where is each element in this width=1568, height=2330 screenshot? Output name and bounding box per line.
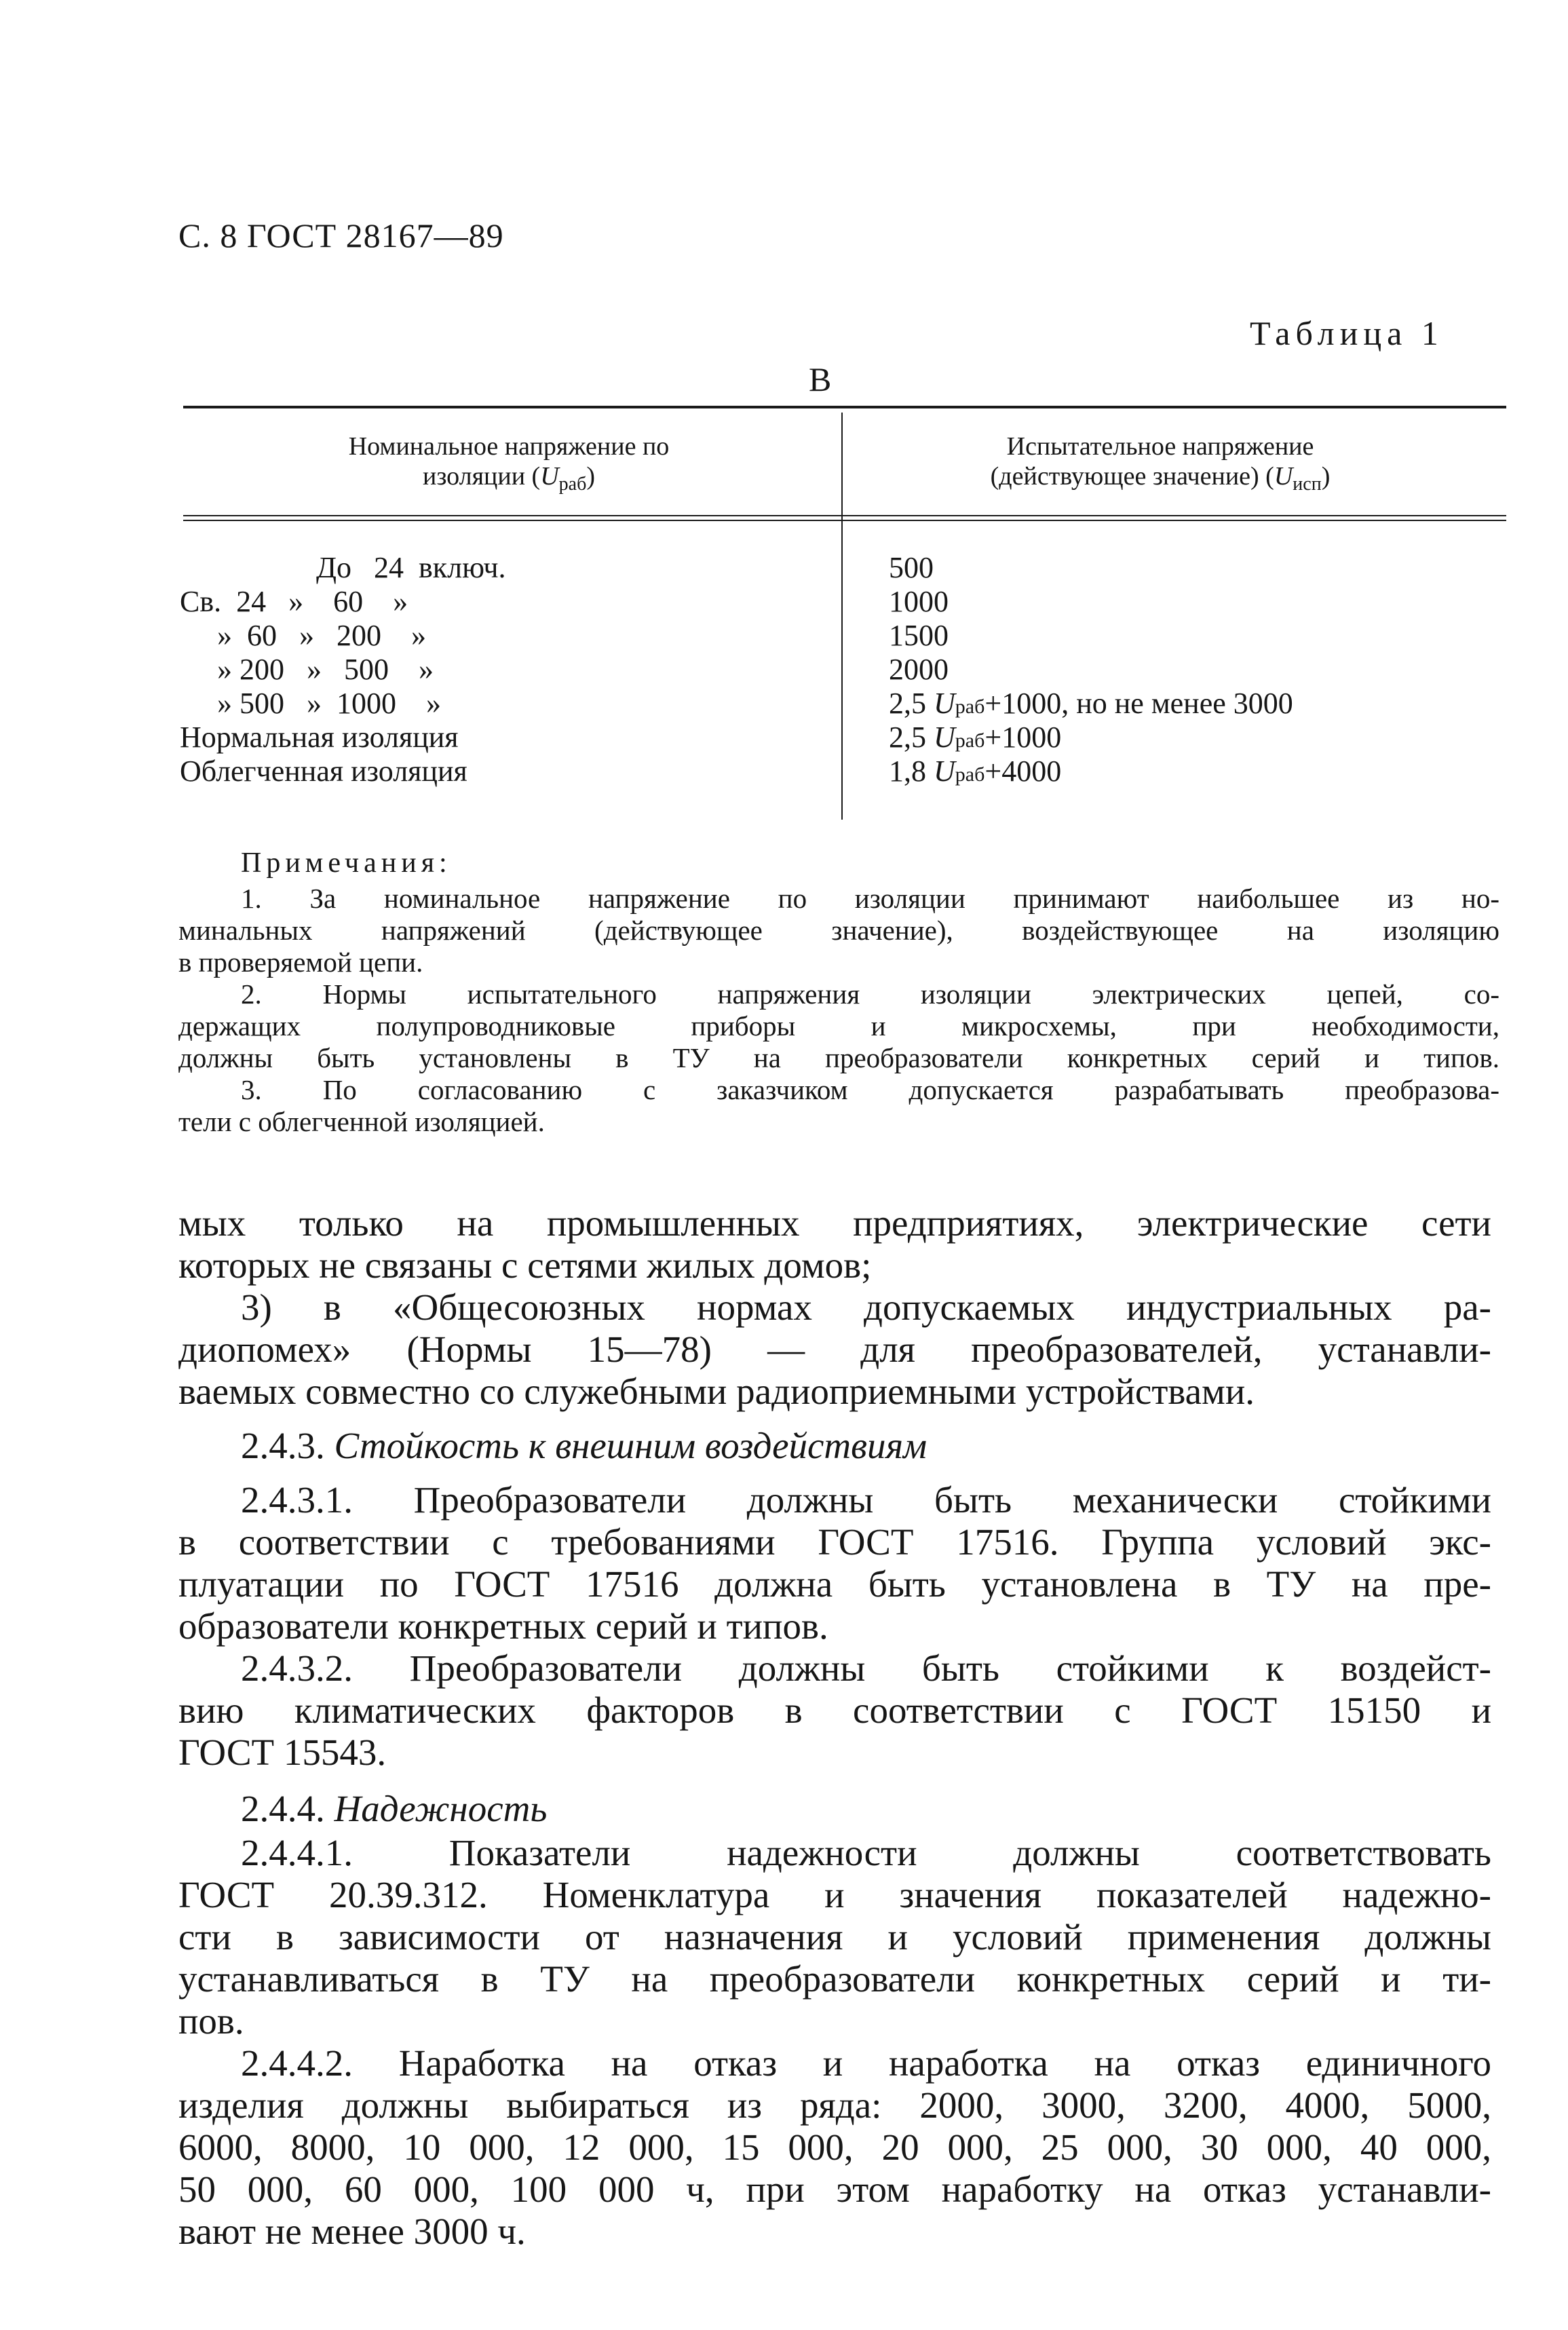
table-row-test: 1000 <box>889 585 949 618</box>
note-line: в проверяемой цепи. <box>178 947 423 978</box>
table-header-rule <box>183 515 1506 516</box>
body-line: плуатации по ГОСТ 17516 должна быть установлена в ТУ на пре- <box>178 1563 1491 1605</box>
section-heading-2-4-3 <box>241 1425 927 1467</box>
note-line: держащих полупроводниковые приборы и микросхемы, при необходимости, <box>178 1010 1499 1042</box>
col-test-voltage-header <box>875 432 1445 499</box>
table-column-divider <box>841 413 843 820</box>
body-line: 2.4.4.1. Показатели надежности должны соответствовать <box>241 1832 1491 1873</box>
col-test-voltage-header-line2 <box>875 461 1445 499</box>
body-line: ваемых совместно со служебными радиоприемными устройствами. <box>178 1371 1255 1412</box>
body-line: образователи конкретных серий и типов. <box>178 1605 828 1647</box>
test-sub: раб <box>955 729 985 752</box>
heading-title: Стойкость к внешним воздействиям <box>334 1425 928 1466</box>
body-line: сти в зависимости от назначения и условий применения должны <box>178 1916 1491 1957</box>
table-label: Таблица 1 <box>1250 314 1444 352</box>
table-top-rule <box>183 406 1506 408</box>
col1-sub: раб <box>558 474 587 495</box>
note-line: 2. Нормы испытательного напряжения изоляции электрических цепей, со- <box>241 978 1499 1010</box>
table-row-test <box>889 755 1061 792</box>
col1-close: ) <box>586 462 596 491</box>
table-row-test: 1500 <box>889 619 949 652</box>
test-sub: раб <box>955 763 985 786</box>
body-line: 3) в «Общесоюзных нормах допускаемых индустриальных ра- <box>241 1286 1491 1328</box>
table-header-rule-2 <box>183 520 1506 521</box>
heading-number: 2.4.3. <box>241 1425 334 1466</box>
body-line: пов. <box>178 2000 244 2042</box>
body-line: устанавливаться в ТУ на преобразователи конкретных серий и ти- <box>178 1958 1491 2000</box>
table-row-nominal: Облегченная изоляция <box>180 755 467 788</box>
table-row-nominal: » 200 » 500 » <box>217 653 434 686</box>
test-var: U <box>934 721 955 754</box>
body-line: диопомех» (Нормы 15—78) — для преобразователей, устанавли- <box>178 1329 1491 1370</box>
body-line: 6000, 8000, 10 000, 12 000, 15 000, 20 000, 25 000, 30 000, 40 000, <box>178 2126 1491 2168</box>
col2-sub: исп <box>1293 474 1322 495</box>
body-line: вают не менее 3000 ч. <box>178 2211 526 2252</box>
body-line: мых только на промышленных предприятиях, электрические сети <box>178 1202 1491 1244</box>
test-suffix: +1000 <box>984 721 1062 754</box>
section-heading-2-4-4 <box>241 1788 547 1830</box>
note-line: 1. За номинальное напряжение по изоляции принимают наибольшее из но- <box>241 883 1499 914</box>
test-prefix: 2,5 <box>889 687 934 720</box>
table-row-test: 500 <box>889 551 934 584</box>
col1-var: U <box>540 462 559 491</box>
note-line: минальных напряжений (действующее значение), воздействующее на изоляцию <box>178 915 1499 946</box>
test-suffix: +1000, но не менее 3000 <box>984 687 1293 720</box>
page-header: С. 8 ГОСТ 28167—89 <box>178 216 504 254</box>
test-suffix: +4000 <box>984 755 1062 788</box>
table-letter: В <box>809 360 832 398</box>
table-row-nominal: До 24 включ. <box>316 551 506 584</box>
test-var: U <box>934 687 955 720</box>
table-row-nominal: » 500 » 1000 » <box>217 687 441 720</box>
table-row-test: 2000 <box>889 653 949 686</box>
col-test-voltage-header-line1: Испытательное напряжение <box>1006 432 1314 461</box>
table-row-test <box>889 721 1061 758</box>
body-line: 2.4.3.2. Преобразователи должны быть стойкими к воздейст- <box>241 1647 1491 1689</box>
heading-title: Надежность <box>334 1788 548 1829</box>
body-line: в соответствии с требованиями ГОСТ 17516. Группа условий экс- <box>178 1521 1491 1563</box>
body-line: которых не связаны с сетями жилых домов; <box>178 1244 872 1286</box>
test-sub: раб <box>955 695 985 718</box>
test-prefix: 2,5 <box>889 721 934 754</box>
note-line: 3. По согласованию с заказчиком допускается разрабатывать преобразова- <box>241 1074 1499 1105</box>
table-row-test <box>889 687 1293 724</box>
col-nominal-voltage-header-line1: Номинальное напряжение по <box>348 432 670 461</box>
note-line: должны быть установлены в ТУ на преобразователи конкретных серий и типов. <box>178 1042 1499 1073</box>
body-line: ГОСТ 15543. <box>178 1732 387 1773</box>
test-var: U <box>934 755 955 788</box>
col-nominal-voltage-header-line2 <box>237 461 780 499</box>
heading-number: 2.4.4. <box>241 1788 334 1829</box>
note-line: тели с облегченной изоляцией. <box>178 1106 545 1137</box>
col1-line2-text: изоляции ( <box>422 462 541 491</box>
table-row-nominal: Нормальная изоляция <box>180 721 459 754</box>
col2-var: U <box>1274 462 1293 491</box>
test-prefix: 1,8 <box>889 755 934 788</box>
body-line: вию климатических факторов в соответствии с ГОСТ 15150 и <box>178 1689 1491 1731</box>
col-nominal-voltage-header <box>237 432 780 499</box>
table-row-nominal: » 60 » 200 » <box>217 619 426 652</box>
col2-line2-text: (действующее значение) ( <box>990 462 1274 491</box>
table-row-nominal: Св. 24 » 60 » <box>180 585 408 618</box>
col2-close: ) <box>1321 462 1331 491</box>
body-line: изделия должны выбираться из ряда: 2000, 3000, 3200, 4000, 5000, <box>178 2084 1491 2126</box>
body-line: 2.4.3.1. Преобразователи должны быть механически стойкими <box>241 1479 1491 1521</box>
body-line: 50 000, 60 000, 100 000 ч, при этом наработку на отказ устанавли- <box>178 2169 1491 2210</box>
body-line: 2.4.4.2. Наработка на отказ и наработка на отказ единичного <box>241 2042 1491 2084</box>
body-line: ГОСТ 20.39.312. Номенклатура и значения показателей надежно- <box>178 1874 1491 1915</box>
notes-title: Примечания: <box>241 847 452 879</box>
